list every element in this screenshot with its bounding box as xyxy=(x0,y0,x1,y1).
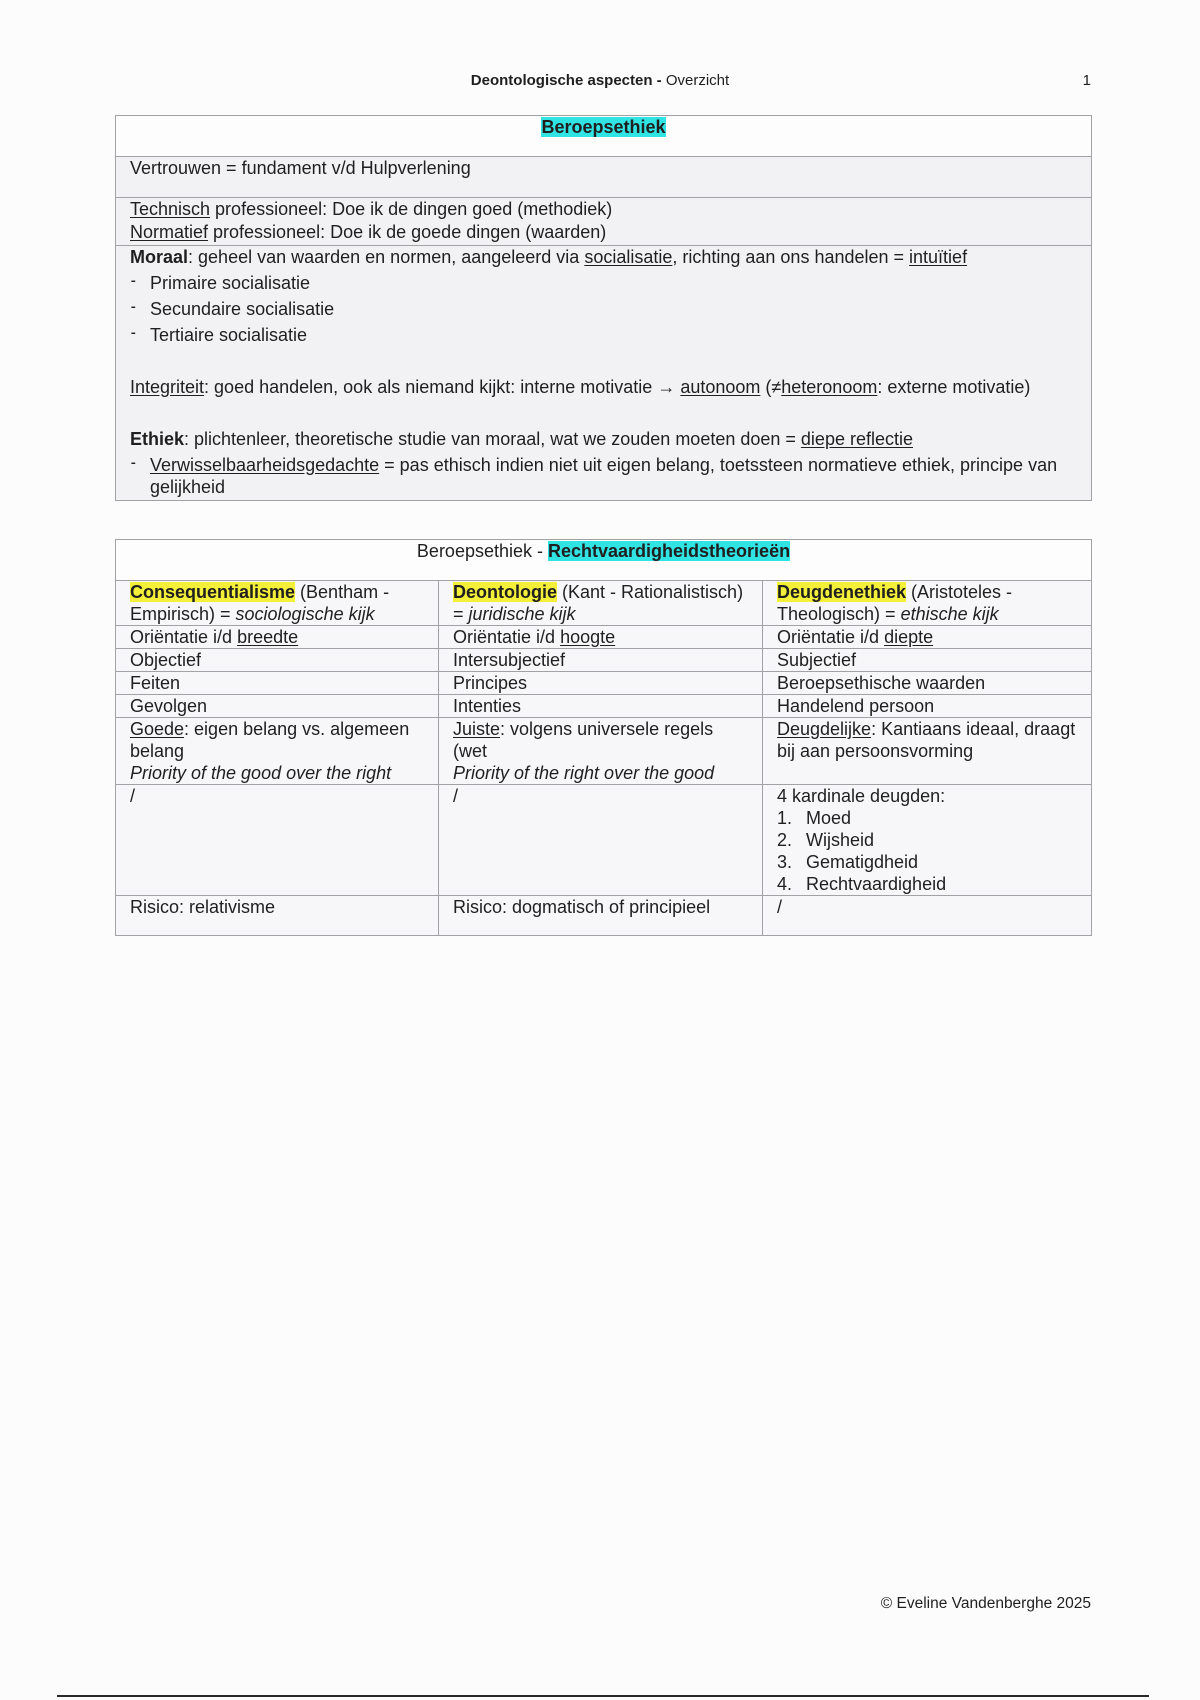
socialisatie-item: Secundaire socialisatie xyxy=(150,299,335,319)
virtues-cell: / xyxy=(116,785,439,896)
verwisselbaarheid-rest: = pas ethisch indien niet uit eigen belang, toetssteen normatieve ethiek, principe van gelijkheid xyxy=(150,455,1058,497)
table-row xyxy=(116,896,1092,936)
blank-line xyxy=(130,402,1077,424)
basis-cell: Handelend persoon xyxy=(763,695,1092,718)
integriteit-term: Integriteit xyxy=(130,377,205,397)
header-title-bold: Deontologische aspecten - xyxy=(470,72,662,89)
table-row xyxy=(116,695,1092,718)
bullet-icon: ⁃ xyxy=(130,301,137,316)
column-header-deontologie xyxy=(439,581,763,626)
value-definition xyxy=(453,718,748,762)
theory-name: Deontologie xyxy=(453,582,557,602)
basis-cell: Gevolgen xyxy=(116,695,439,718)
orientation-cell xyxy=(439,626,763,649)
table1-title-row xyxy=(116,116,1092,157)
ethiek-diepe-reflectie: diepe reflectie xyxy=(800,429,913,449)
integriteit-heteronoom: heteronoom xyxy=(781,377,878,397)
virtues-cell: / xyxy=(439,785,763,896)
moral-ethics-cell xyxy=(116,246,1092,501)
value-cell xyxy=(116,718,439,785)
table2-title-prefix: Beroepsethiek - xyxy=(416,541,548,561)
risk-cell: / xyxy=(763,896,1092,936)
technisch-term: Technisch xyxy=(130,199,211,219)
stance-cell: Subjectief xyxy=(763,649,1092,672)
value-term: Juiste xyxy=(453,719,501,739)
orientation-prefix: Oriëntatie i/d xyxy=(777,627,885,647)
moraal-line xyxy=(130,246,1077,268)
risk-cell: Risico: dogmatisch of principieel xyxy=(439,896,763,936)
ethiek-term: Ethiek xyxy=(130,429,185,449)
ethiek-line xyxy=(130,428,1077,450)
integriteit-text-2: (≠ xyxy=(760,377,782,397)
list-number: 3. xyxy=(777,852,793,872)
theory-view: ethische kijk xyxy=(900,604,999,624)
orientation-prefix: Oriëntatie i/d xyxy=(130,627,238,647)
moraal-term: Moraal xyxy=(130,247,189,267)
table2-title-highlight: Rechtvaardigheidstheorieën xyxy=(548,541,791,561)
theory-name: Consequentialisme xyxy=(130,582,296,602)
orientation-dimension: diepte xyxy=(884,627,934,647)
page-number: 1 xyxy=(1082,72,1091,89)
normatief-text: professioneel: Doe ik de goede dingen (waarden) xyxy=(208,222,607,242)
integriteit-text-3: : externe motivatie) xyxy=(877,377,1031,397)
table1-title: Beroepsethiek xyxy=(541,117,666,137)
header-title-rest: Overzicht xyxy=(661,72,730,89)
integriteit-text-1: : goed handelen, ook als niemand kijkt: interne motivatie → xyxy=(204,377,681,397)
normatief-line xyxy=(130,221,1077,244)
value-cell xyxy=(439,718,763,785)
table-row xyxy=(116,785,1092,896)
trust-row xyxy=(116,157,1092,198)
column-header-deugdenethiek xyxy=(763,581,1092,626)
bullet-icon: ⁃ xyxy=(130,327,137,342)
moral-ethics-row xyxy=(116,246,1092,501)
value-text: : eigen belang vs. algemeen belang xyxy=(130,719,410,761)
table2-title-row xyxy=(116,540,1092,581)
theory-meta: (Kant - Rationalistisch) = xyxy=(453,582,744,624)
virtue-text: Gematigdheid xyxy=(806,852,919,872)
table-row xyxy=(116,718,1092,785)
focus-cell: Feiten xyxy=(116,672,439,695)
stance-cell: Intersubjectief xyxy=(439,649,763,672)
orientation-dimension: breedte xyxy=(237,627,299,647)
virtue-text: Rechtvaardigheid xyxy=(806,874,947,894)
value-priority: Priority of the right over the good xyxy=(453,763,715,783)
bullet-icon: ⁃ xyxy=(130,275,137,290)
theory-meta: (Aristoteles - Theologisch) = xyxy=(777,582,1013,624)
socialisatie-item: Tertiaire socialisatie xyxy=(150,325,308,345)
virtues-intro: 4 kardinale deugden: xyxy=(777,786,946,806)
blank-line xyxy=(130,350,1077,372)
bullet-icon: ⁃ xyxy=(130,457,137,472)
value-term: Goede xyxy=(130,719,185,739)
value-definition xyxy=(130,718,424,762)
theory-meta: (Bentham - Empirisch) = xyxy=(130,582,390,624)
value-term: Deugdelijke xyxy=(777,719,872,739)
integriteit-autonoom: autonoom xyxy=(680,377,761,397)
value-cell xyxy=(763,718,1092,785)
list-item xyxy=(130,324,1077,346)
list-item xyxy=(130,298,1077,320)
socialisatie-item: Primaire socialisatie xyxy=(150,273,311,293)
professional-row xyxy=(116,198,1092,246)
list-item xyxy=(130,272,1077,294)
professional-cell xyxy=(116,198,1092,246)
normatief-term: Normatief xyxy=(130,222,209,242)
table-row xyxy=(116,626,1092,649)
moraal-socialisatie: socialisatie xyxy=(584,247,673,267)
theory-view: juridische kijk xyxy=(468,604,576,624)
theory-name: Deugdenethiek xyxy=(777,582,907,602)
technisch-text: professioneel: Doe ik de dingen goed (methodiek) xyxy=(210,199,613,219)
trust-text: Vertrouwen = fundament v/d Hulpverlening xyxy=(130,158,471,178)
value-text: : volgens universele regels (wet xyxy=(453,719,714,761)
table2-title-cell xyxy=(116,540,1092,581)
integriteit-line xyxy=(130,376,1077,398)
virtue-text: Wijsheid xyxy=(806,830,875,850)
theory-view: sociologische kijk xyxy=(235,604,375,624)
rechtvaardigheidstheorieen-table xyxy=(115,539,1092,936)
moraal-text-2: , richting aan ons handelen = xyxy=(672,247,910,267)
moraal-text-1: : geheel van waarden en normen, aangeleerd via xyxy=(188,247,585,267)
risk-cell: Risico: relativisme xyxy=(116,896,439,936)
verwisselbaarheid-term: Verwisselbaarheidsgedachte xyxy=(150,455,380,475)
focus-cell: Principes xyxy=(439,672,763,695)
page-header xyxy=(0,71,1200,91)
table-row xyxy=(116,672,1092,695)
stance-cell: Objectief xyxy=(116,649,439,672)
footer-divider xyxy=(57,1695,1149,1697)
list-item xyxy=(777,829,1077,851)
list-item xyxy=(130,454,1077,498)
column-header-consequentialisme xyxy=(116,581,439,626)
table-row xyxy=(116,649,1092,672)
trust-cell xyxy=(116,157,1092,198)
table1-title-cell xyxy=(116,116,1092,157)
technisch-line xyxy=(130,198,1077,221)
basis-cell: Intenties xyxy=(439,695,763,718)
virtues-cell xyxy=(763,785,1092,896)
virtue-text: Moed xyxy=(806,808,852,828)
verwisselbaarheid-text xyxy=(150,454,1077,498)
focus-cell: Beroepsethische waarden xyxy=(763,672,1092,695)
orientation-cell xyxy=(116,626,439,649)
orientation-prefix: Oriëntatie i/d xyxy=(453,627,561,647)
list-number: 1. xyxy=(777,808,793,828)
list-item xyxy=(777,807,1077,829)
theory-header-row xyxy=(116,581,1092,626)
value-definition xyxy=(777,718,1077,762)
moraal-intuitief: intuïtief xyxy=(909,247,968,267)
orientation-dimension: hoogte xyxy=(560,627,616,647)
value-priority: Priority of the good over the right xyxy=(130,763,392,783)
list-number: 4. xyxy=(777,874,793,894)
ethiek-text: : plichtenleer, theoretische studie van moraal, wat we zouden moeten doen = xyxy=(184,429,801,449)
beroepsethiek-table xyxy=(115,115,1092,501)
list-item xyxy=(777,873,1077,895)
footer-copyright: © Eveline Vandenberghe 2025 xyxy=(880,1595,1091,1612)
list-item xyxy=(777,851,1077,873)
value-text: : Kantiaans ideaal, draagt bij aan persoonsvorming xyxy=(777,719,1076,761)
list-number: 2. xyxy=(777,830,793,850)
orientation-cell xyxy=(763,626,1092,649)
